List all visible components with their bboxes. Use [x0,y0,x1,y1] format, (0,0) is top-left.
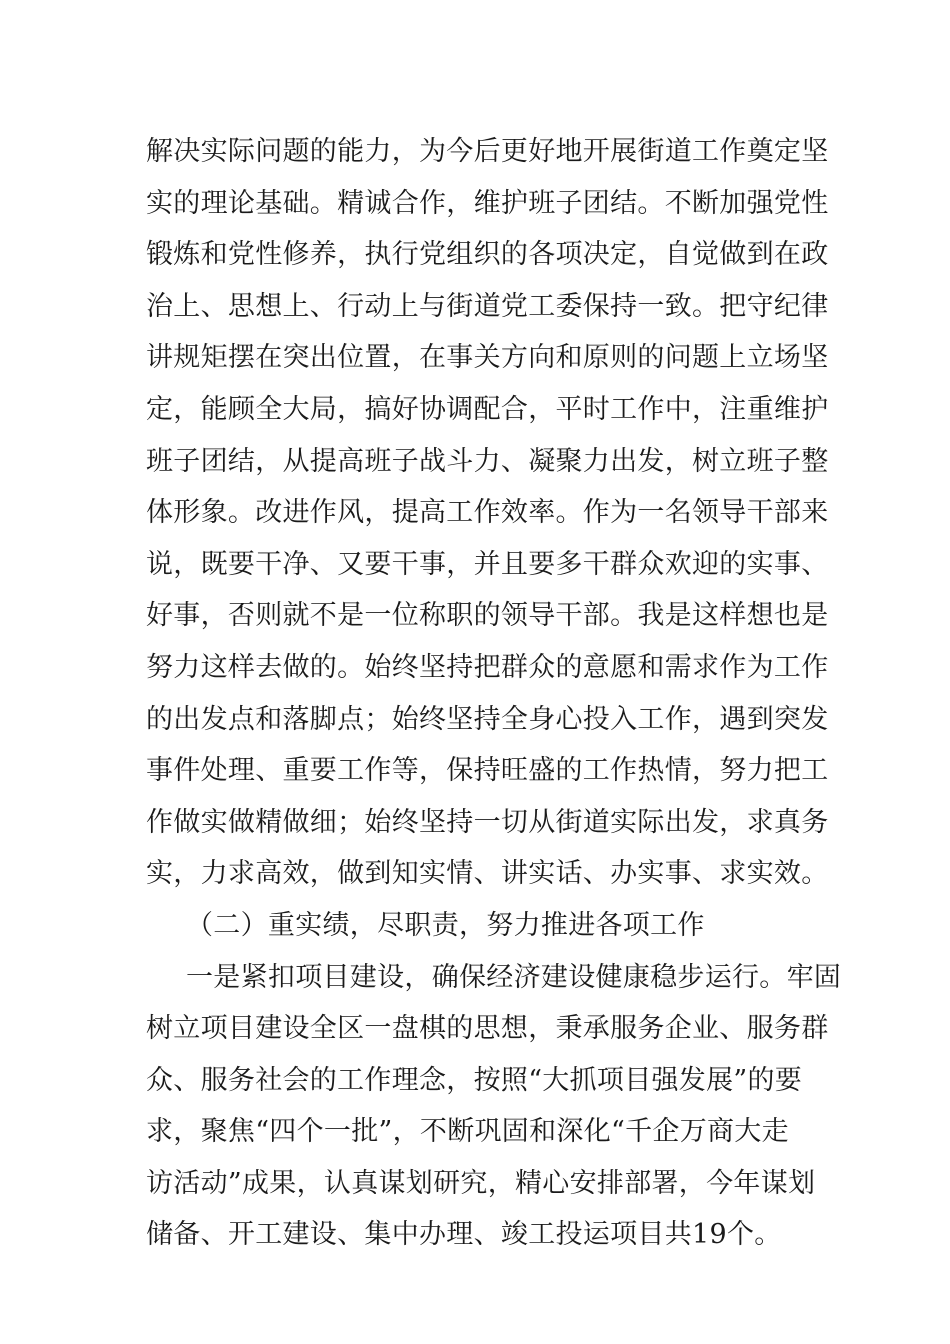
text-line: 努力这样去做的。始终坚持把群众的意愿和需求作为工作 [146,651,829,683]
text-line: 好事，否则就不是一位称职的领导干部。我是这样想也是 [146,600,829,632]
text-line: 储备、开工建设、集中办理、竣工投运项目共19个。 [146,1219,782,1251]
text-line: 定，能顾全大局，搞好协调配合，平时工作中，注重维护 [146,393,829,425]
text-line: 说，既要干净、又要干事，并且要多干群众欢迎的实事、 [146,548,829,580]
text-line: 树立项目建设全区一盘棋的思想，秉承服务企业、服务群 [146,1013,829,1045]
text-line: 一是紧扣项目建设，确保经济建设健康稳步运行。牢固 [186,961,842,993]
text-line: 访活动”成果，认真谋划研究，精心安排部署，今年谋划 [146,1167,816,1199]
text-line: 讲规矩摆在突出位置，在事关方向和原则的问题上立场坚 [146,342,829,374]
text-line: 作做实做精做细；始终坚持一切从街道实际出发，求真务 [146,806,829,838]
text-line: 求，聚焦“四个一批”，不断巩固和深化“千企万商大走 [146,1116,789,1148]
text-line: 解决实际问题的能力，为今后更好地开展街道工作奠定坚 [146,136,829,167]
text-line: 治上、思想上、行动上与街道党工委保持一致。把守纪律 [146,290,829,322]
text-line: 班子团结，从提高班子战斗力、凝聚力出发，树立班子整 [146,445,829,477]
text-line: 锻炼和党性修养，执行党组织的各项决定，自觉做到在政 [146,239,829,271]
text-line: 体形象。改进作风，提高工作效率。作为一名领导干部来 [146,497,829,529]
text-line: 实的理论基础。精诚合作，维护班子团结。不断加强党性 [146,187,829,219]
text-line: 众、服务社会的工作理念，按照“大抓项目强发展”的要 [146,1064,803,1096]
text-line: 事件处理、重要工作等，保持旺盛的工作热情，努力把工 [146,755,829,787]
text-line: 实，力求高效，做到知实情、讲实话、办实事、求实效。 [146,858,829,890]
text-line: 的出发点和落脚点；始终坚持全身心投入工作，遇到突发 [146,703,829,735]
section-heading: （二）重实绩，尽职责，努力推进各项工作 [186,909,705,941]
body-text [146,126,842,1261]
